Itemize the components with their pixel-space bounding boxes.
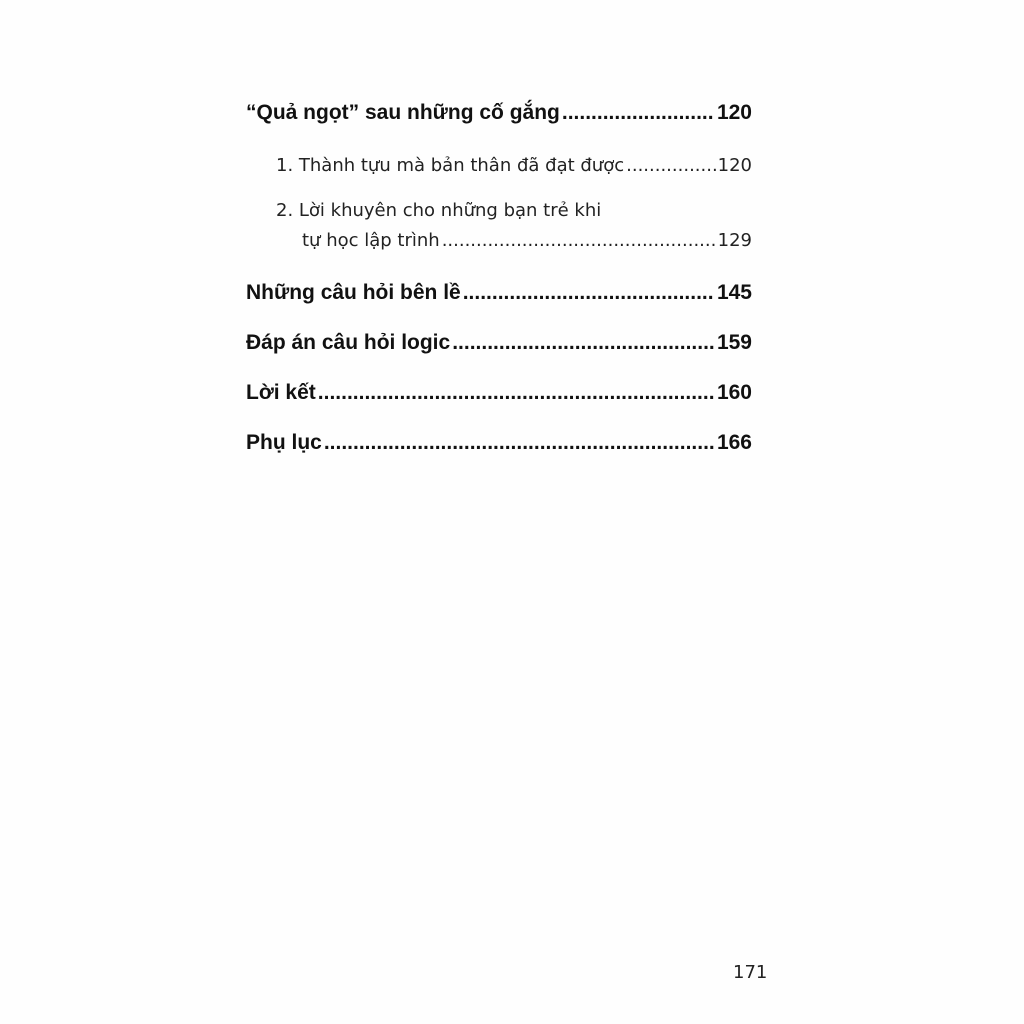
toc-entry-page: 129: [717, 230, 752, 251]
toc-entry-page: 160: [716, 381, 752, 404]
toc-entry-loi-ket: [246, 372, 752, 422]
toc-subentry-loi-khuyen: [246, 190, 752, 226]
toc-entry-page: 145: [716, 281, 752, 304]
toc-entry-phu-luc: [246, 422, 752, 472]
dot-leader: [562, 92, 715, 134]
toc-entry-title: 2. Lời khuyên cho những bạn trẻ khi: [276, 200, 602, 221]
toc-entry-dap-an: [246, 322, 752, 372]
dot-leader: [442, 226, 716, 256]
toc-entry-title-continued: tự học lập trình: [302, 230, 440, 251]
table-of-contents: [246, 92, 752, 472]
toc-entry-title: Lời kết: [246, 381, 316, 404]
toc-entry-page: 120: [717, 155, 752, 176]
toc-entry-title: Đáp án câu hỏi logic: [246, 331, 451, 354]
toc-entry-cau-hoi-ben-le: [246, 272, 752, 322]
toc-entry-page: 120: [716, 101, 752, 124]
dot-leader: [324, 422, 715, 464]
toc-entry-qua-ngot: [246, 92, 752, 142]
dot-leader: [626, 142, 716, 190]
toc-subentry-thanh-tuu: [246, 142, 752, 190]
dot-leader: [463, 272, 715, 314]
toc-entry-page: 159: [716, 331, 752, 354]
toc-entry-title: “Quả ngọt” sau những cố gắng: [246, 101, 560, 124]
toc-entry-title: 1. Thành tựu mà bản thân đã đạt được: [276, 155, 625, 176]
toc-entry-title: Những câu hỏi bên lề: [246, 281, 461, 304]
toc-entry-page: 166: [716, 431, 752, 454]
page-number: 171: [733, 962, 768, 983]
dot-leader: [318, 372, 715, 414]
toc-entry-title: Phụ lục: [246, 431, 322, 454]
toc-subentry-loi-khuyen-continued: [246, 226, 752, 272]
dot-leader: [452, 322, 715, 364]
